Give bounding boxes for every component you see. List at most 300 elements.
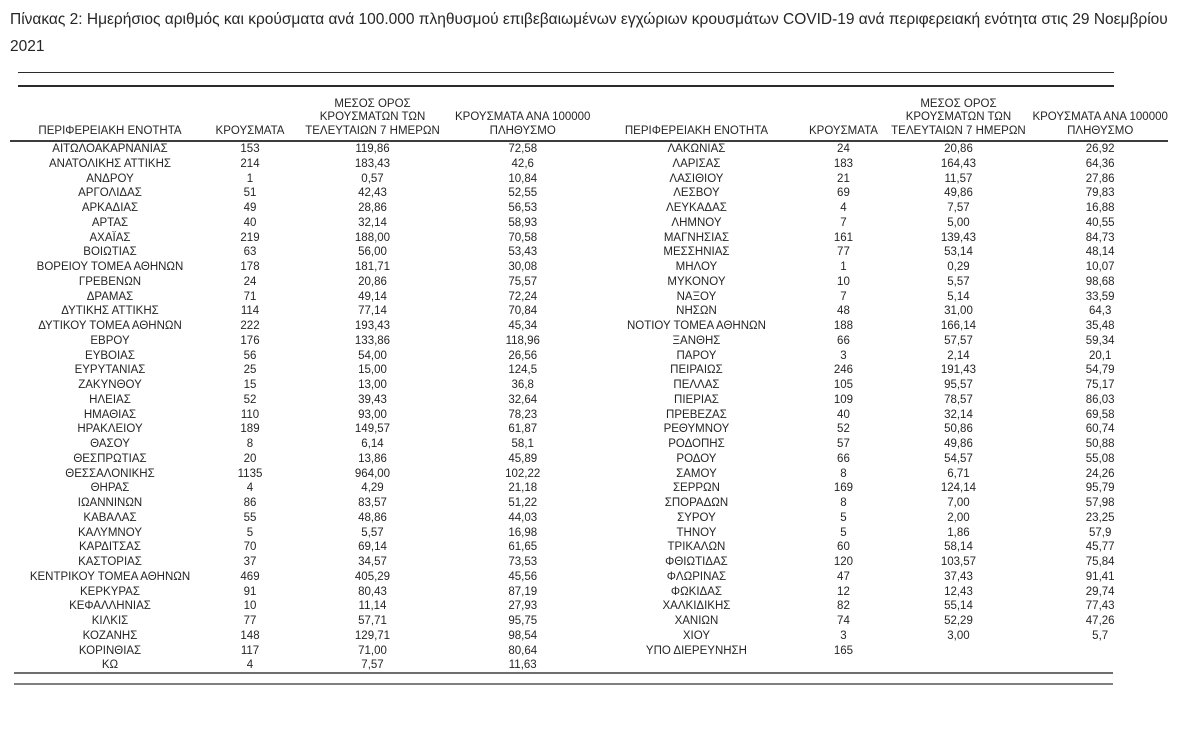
table-row (10, 275, 590, 290)
avg-7day-value: 103,57 (940, 556, 977, 568)
table-row (590, 157, 1167, 172)
avg-7day-value: 49,86 (944, 187, 973, 200)
region-name: ΗΜΑΘΙΑΣ (83, 408, 137, 421)
cases-value: 4 (246, 659, 254, 672)
table-row (590, 393, 1167, 408)
column-header-region: ΠΕΡΙΦΕΡΕΙΑΚΗ ΕΝΟΤΗΤΑ (10, 94, 210, 141)
table-row (590, 629, 1167, 644)
per-100k-value: 11,63 (508, 659, 537, 672)
table-body-left (10, 141, 590, 673)
avg-7day-value: 69,14 (358, 541, 387, 554)
per-100k-value: 47,26 (1085, 615, 1115, 627)
cases-value: 24 (243, 275, 257, 288)
region-name: ΔΥΤΙΚΟΥ ΤΟΜΕΑ ΑΘΗΝΩΝ (38, 320, 182, 332)
avg-7day-value: 149,57 (354, 423, 391, 436)
avg-7day-value: 37,43 (944, 570, 973, 583)
avg-7day-value: 55,14 (944, 600, 973, 613)
cases-value: 5 (246, 526, 254, 539)
cases-value: 37 (243, 556, 257, 568)
per-100k-value: 48,14 (1085, 246, 1115, 259)
avg-7day-value: 11,57 (944, 172, 973, 185)
avg-7day-value: 964,00 (354, 467, 391, 480)
per-100k-value: 5,7 (1092, 629, 1109, 642)
region-name: ΕΒΡΟΥ (90, 334, 130, 347)
per-100k-value: 64,36 (1085, 157, 1115, 170)
table-row (10, 481, 590, 496)
table-row (10, 393, 590, 408)
avg-7day-value: 50,86 (944, 423, 973, 436)
cases-value: 66 (837, 452, 850, 465)
table-row (10, 496, 590, 511)
avg-7day-value: 57,71 (358, 615, 387, 627)
avg-7day-value: 93,00 (358, 408, 387, 421)
per-100k-value: 57,9 (1088, 526, 1112, 539)
avg-7day-value: 28,86 (358, 202, 387, 214)
region-name: ΚΙΛΚΙΣ (91, 615, 129, 627)
avg-7day-value: 32,14 (944, 408, 973, 421)
table-row (10, 260, 590, 275)
table-row (590, 290, 1167, 305)
avg-7day-value: 5,57 (361, 526, 384, 539)
region-name: ΘΑΣΟΥ (90, 438, 130, 450)
per-100k-value: 21,18 (508, 482, 538, 495)
cases-value: 25 (243, 364, 257, 377)
region-name: ΘΗΡΑΣ (90, 482, 130, 495)
avg-7day-value: 129,71 (354, 629, 391, 642)
per-100k-value: 77,43 (1085, 600, 1115, 613)
table-row (10, 540, 590, 555)
header-per100k-line2: ΠΛΗΘΥΣΜΟ (1067, 124, 1134, 137)
per-100k-value: 54,79 (1085, 364, 1115, 377)
cases-value: 40 (837, 408, 850, 421)
avg-7day-value: 7,57 (361, 659, 384, 672)
cases-value: 246 (833, 364, 854, 377)
per-100k-value: 75,84 (1085, 556, 1115, 568)
region-name: ΣΑΜΟΥ (676, 467, 717, 480)
per-100k-value: 52,55 (508, 187, 538, 200)
cases-value: 165 (833, 644, 854, 657)
column-header-7day-average (884, 94, 1032, 141)
avg-7day-value: 77,14 (358, 305, 387, 318)
per-100k-value: 16,88 (1085, 202, 1115, 214)
avg-7day-value: 56,00 (358, 246, 387, 259)
table-row (10, 290, 590, 305)
avg-7day-value: 405,29 (354, 570, 391, 583)
region-name: ΚΕΦΑΛΛΗΝΙΑΣ (69, 600, 151, 613)
header-avg-line1: ΜΕΣΟΣ ΟΡΟΣ (334, 97, 411, 110)
table-row (590, 319, 1167, 334)
avg-7day-value: 191,43 (940, 364, 977, 377)
avg-7day-value: 53,14 (944, 246, 973, 259)
region-name: ΡΟΔΟΥ (676, 452, 717, 465)
per-100k-value: 26,56 (508, 349, 538, 362)
region-name: ΠΕΛΛΑΣ (673, 379, 720, 391)
table-row (590, 231, 1167, 246)
cases-value: 24 (837, 143, 850, 155)
avg-7day-value: 2,00 (947, 511, 970, 524)
region-name: ΑΝΔΡΟΥ (86, 172, 134, 185)
per-100k-value: 36,8 (511, 379, 534, 391)
region-name: ΚΟΡΙΝΘΙΑΣ (78, 644, 142, 657)
table-row (10, 437, 590, 452)
per-100k-value: 73,53 (508, 556, 538, 568)
region-name: ΤΗΝΟΥ (676, 526, 717, 539)
cases-value: 161 (833, 231, 854, 244)
cases-value: 55 (243, 511, 257, 524)
cases-value: 56 (243, 349, 257, 362)
avg-7day-value: 2,14 (947, 349, 970, 362)
regional-table-right (590, 94, 1167, 658)
table-row (10, 452, 590, 467)
table-row (590, 481, 1167, 496)
table-row (590, 260, 1167, 275)
region-name: ΒΟΙΩΤΙΑΣ (83, 246, 137, 259)
avg-7day-value: 49,14 (358, 290, 387, 303)
table-row (590, 599, 1167, 614)
per-100k-value: 75,17 (1085, 379, 1115, 391)
per-100k-value: 80,64 (508, 644, 538, 657)
per-100k-value: 16,98 (508, 526, 538, 539)
per-100k-value: 45,89 (508, 452, 538, 465)
avg-7day-value: 58,14 (944, 541, 973, 554)
column-header-per-100k (455, 94, 590, 141)
cases-value: 10 (243, 600, 257, 613)
table-row (10, 304, 590, 319)
table-row (10, 157, 590, 172)
avg-7day-value: 183,43 (354, 157, 391, 170)
per-100k-value: 26,92 (1085, 143, 1115, 155)
avg-7day-value: 34,57 (358, 556, 387, 568)
table-row (590, 275, 1167, 290)
table-body-right (590, 141, 1167, 658)
per-100k-value: 58,1 (511, 438, 534, 450)
region-name: ΧΑΝΙΩΝ (674, 615, 719, 627)
cases-value: 8 (840, 467, 847, 480)
avg-7day-value: 49,86 (944, 438, 973, 450)
avg-7day-value: 3,00 (947, 629, 970, 642)
per-100k-value: 44,03 (508, 511, 538, 524)
region-name: ΧΑΛΚΙΔΙΚΗΣ (662, 600, 731, 613)
cases-value: 52 (837, 423, 850, 436)
avg-7day-value: 166,14 (940, 320, 977, 332)
region-name: ΠΑΡΟΥ (676, 349, 717, 362)
cases-value: 74 (837, 615, 850, 627)
avg-7day-value: 52,29 (944, 615, 973, 627)
avg-7day-value: 133,86 (354, 334, 391, 347)
table-row (10, 201, 590, 216)
table-row (10, 378, 590, 393)
avg-7day-value: 1,86 (947, 526, 970, 539)
per-100k-value: 10,84 (508, 172, 538, 185)
per-100k-value (1032, 644, 1167, 659)
table-row (590, 245, 1167, 260)
table-row (10, 363, 590, 378)
avg-7day-value: 11,14 (358, 600, 387, 613)
per-100k-value: 53,43 (508, 246, 538, 259)
region-name: ΚΟΖΑΝΗΣ (82, 629, 138, 642)
per-100k-value: 10,07 (1085, 261, 1115, 273)
per-100k-value: 27,93 (508, 600, 538, 613)
cases-value: 169 (833, 482, 854, 495)
region-name: ΗΡΑΚΛΕΙΟΥ (77, 423, 143, 436)
avg-7day-value: 20,86 (944, 143, 973, 155)
region-name: ΛΗΜΝΟΥ (671, 216, 722, 229)
per-100k-value: 30,08 (508, 261, 538, 273)
per-100k-value: 124,5 (508, 364, 538, 377)
per-100k-value: 61,87 (508, 423, 538, 436)
region-name: ΘΕΣΣΑΛΟΝΙΚΗΣ (65, 467, 155, 480)
per-100k-value: 91,41 (1085, 570, 1115, 583)
column-header-cases: ΚΡΟΥΣΜΑΤΑ (802, 94, 884, 141)
per-100k-value: 40,55 (1085, 216, 1115, 229)
per-100k-value: 45,34 (508, 320, 538, 332)
table-row (590, 555, 1167, 570)
cases-value: 77 (243, 615, 257, 627)
table-row (590, 496, 1167, 511)
region-name: ΣΥΡΟΥ (677, 511, 716, 524)
per-100k-value: 51,22 (508, 497, 538, 509)
cases-value: 105 (833, 379, 854, 391)
region-name: ΠΡΕΒΕΖΑΣ (666, 408, 727, 421)
table-row (10, 658, 590, 673)
cases-value: 109 (833, 393, 854, 406)
region-name: ΑΝΑΤΟΛΙΚΗΣ ΑΤΤΙΚΗΣ (48, 157, 171, 170)
table-row (10, 408, 590, 423)
avg-7day-value: 54,00 (358, 349, 387, 362)
avg-7day-value: 5,14 (947, 290, 970, 303)
region-name: ΜΥΚΟΝΟΥ (667, 275, 726, 288)
per-100k-value: 60,74 (1085, 423, 1115, 436)
top-rule-thin (18, 72, 1114, 73)
cases-value: 10 (837, 275, 850, 288)
cases-value: 5 (840, 526, 847, 539)
column-header-per-100k (1032, 94, 1167, 141)
table-row (10, 422, 590, 437)
table-row (10, 585, 590, 600)
per-100k-value: 102,22 (505, 467, 541, 480)
region-name: ΣΕΡΡΩΝ (672, 482, 720, 495)
region-name: ΞΑΝΘΗΣ (672, 334, 721, 347)
table-row (590, 349, 1167, 364)
region-name: ΚΑΣΤΟΡΙΑΣ (78, 556, 142, 568)
cases-value: 214 (240, 157, 260, 170)
cases-value: 1 (840, 261, 847, 273)
table-row (10, 349, 590, 364)
region-name: ΧΙΟΥ (682, 629, 711, 642)
region-name: ΙΩΑΝΝΙΝΩΝ (77, 497, 143, 509)
cases-value: 63 (243, 246, 257, 259)
table-row (590, 141, 1167, 157)
avg-7day-value: 5,00 (947, 216, 970, 229)
header-avg-line3: ΤΕΛΕΥΤΑΙΩΝ 7 ΗΜΕΡΩΝ (305, 124, 440, 137)
header-avg-line1: ΜΕΣΟΣ ΟΡΟΣ (920, 97, 997, 110)
cases-value: 77 (837, 246, 850, 259)
per-100k-value: 27,86 (1085, 172, 1115, 185)
header-per100k-line1: ΚΡΟΥΣΜΑΤΑ ΑΝΑ 100000 (1032, 111, 1168, 123)
avg-7day-value: 71,00 (358, 644, 387, 657)
cases-value: 91 (243, 585, 257, 598)
per-100k-value: 98,68 (1085, 275, 1115, 288)
cases-value: 110 (240, 408, 260, 421)
per-100k-value: 78,23 (508, 408, 538, 421)
cases-value: 189 (240, 423, 260, 436)
region-name: ΜΕΣΣΗΝΙΑΣ (663, 246, 730, 259)
per-100k-value: 86,03 (1085, 393, 1115, 406)
cases-value: 60 (837, 541, 850, 554)
per-100k-value: 45,56 (508, 570, 538, 583)
region-name: ΚΑΛΥΜΝΟΥ (78, 526, 142, 539)
cases-value: 70 (243, 541, 257, 554)
per-100k-value: 20,1 (1088, 349, 1112, 362)
avg-7day-value: 7,00 (947, 497, 970, 509)
table-row (590, 304, 1167, 319)
table-row (10, 526, 590, 541)
region-name: ΛΕΥΚΑΔΑΣ (666, 202, 727, 214)
region-name: ΑΙΤΩΛΟΑΚΑΡΝΑΝΙΑΣ (52, 143, 168, 155)
cases-value: 49 (243, 202, 257, 214)
cases-value: 12 (837, 585, 850, 598)
table-row (10, 231, 590, 246)
region-name: ΑΡΓΟΛΙΔΑΣ (78, 187, 142, 200)
region-name: ΦΩΚΙΔΑΣ (670, 585, 722, 598)
cases-value: 176 (240, 334, 260, 347)
avg-7day-value: 54,57 (944, 452, 973, 465)
region-name: ΦΘΙΩΤΙΔΑΣ (665, 556, 728, 568)
table-row (590, 644, 1167, 659)
table-row (590, 408, 1167, 423)
region-name: ΜΑΓΝΗΣΙΑΣ (663, 231, 730, 244)
region-name: ΚΑΡΔΙΤΣΑΣ (79, 541, 141, 554)
table-row (590, 467, 1167, 482)
region-name: ΦΛΩΡΙΝΑΣ (666, 570, 727, 583)
per-100k-value: 70,84 (508, 305, 538, 318)
per-100k-value: 57,98 (1085, 497, 1115, 509)
cases-value: 117 (240, 644, 260, 657)
cases-value: 86 (243, 497, 257, 509)
cases-value: 153 (240, 143, 260, 155)
avg-7day-value: 39,43 (358, 393, 387, 406)
avg-7day-value: 32,14 (358, 216, 387, 229)
cases-value: 48 (837, 305, 850, 318)
cases-value: 7 (840, 216, 847, 229)
header-per100k-line1: ΚΡΟΥΣΜΑΤΑ ΑΝΑ 100000 (455, 111, 591, 123)
table-row (590, 570, 1167, 585)
per-100k-value: 72,58 (508, 143, 538, 155)
cases-value: 120 (833, 556, 854, 568)
table-row (10, 555, 590, 570)
per-100k-value: 33,59 (1085, 290, 1115, 303)
avg-7day-value: 78,57 (944, 393, 973, 406)
region-name: ΑΧΑΪΑΣ (89, 231, 131, 244)
table-row (590, 437, 1167, 452)
cases-value: 82 (837, 600, 850, 613)
avg-7day-value: 119,86 (355, 143, 390, 155)
cases-value: 57 (837, 438, 850, 450)
region-name: ΣΠΟΡΑΔΩΝ (664, 497, 729, 509)
per-100k-value: 72,24 (508, 290, 538, 303)
cases-value: 15 (243, 379, 257, 391)
avg-7day-value: 13,00 (358, 379, 387, 391)
region-name: ΤΡΙΚΑΛΩΝ (667, 541, 726, 554)
avg-7day-value: 12,43 (944, 585, 973, 598)
per-100k-value: 79,83 (1085, 187, 1115, 200)
region-name: ΒΟΡΕΙΟΥ ΤΟΜΕΑ ΑΘΗΝΩΝ (36, 261, 184, 273)
region-name: ΕΥΒΟΙΑΣ (85, 349, 135, 362)
region-name: ΗΛΕΙΑΣ (89, 393, 131, 406)
per-100k-value: 95,75 (508, 615, 538, 627)
cases-value: 5 (840, 511, 847, 524)
table-row (590, 511, 1167, 526)
region-name: ΥΠΟ ΔΙΕΡΕΥΝΗΣΗ (645, 644, 747, 657)
per-100k-value: 69,58 (1085, 408, 1115, 421)
table-row (590, 216, 1167, 231)
table-header-left (10, 94, 590, 141)
per-100k-value: 32,64 (508, 393, 538, 406)
table-row (10, 334, 590, 349)
table-row (10, 570, 590, 585)
avg-7day-value: 4,29 (361, 482, 384, 495)
region-name: ΠΕΙΡΑΙΩΣ (670, 364, 723, 377)
region-name: ΕΥΡΥΤΑΝΙΑΣ (74, 364, 146, 377)
table-row (10, 319, 590, 334)
column-header-7day-average (290, 94, 455, 141)
cases-value: 7 (840, 290, 847, 303)
table-row (590, 540, 1167, 555)
bottom-rule-thick (14, 672, 1113, 674)
top-rule-thick (18, 85, 1114, 87)
region-name: ΚΩ (101, 659, 119, 672)
cases-value: 4 (246, 482, 254, 495)
avg-7day-value: 95,57 (944, 379, 973, 391)
avg-7day-value: 15,00 (358, 364, 387, 377)
cases-value: 51 (243, 187, 257, 200)
region-name: ΝΑΞΟΥ (676, 290, 717, 303)
table-caption: Πίνακας 2: Ημερήσιος αριθμός και κρούσματα ανά 100.000 πληθυσμού επιβεβαιωμένων εγχώριων κρουσμάτων COVID-19 ανά περιφερειακή ενότητα στις 29 Νοεμβρίου 2021 (10, 11, 1168, 55)
cases-value: 21 (837, 172, 850, 185)
per-100k-value: 64,3 (1088, 305, 1112, 318)
region-name: ΚΕΝΤΡΙΚΟΥ ΤΟΜΕΑ ΑΘΗΝΩΝ (29, 570, 191, 583)
avg-7day-value: 42,43 (358, 187, 387, 200)
per-100k-value: 56,53 (508, 202, 538, 214)
cases-value: 47 (837, 570, 850, 583)
table-row (590, 614, 1167, 629)
per-100k-value: 118,96 (505, 334, 540, 347)
avg-7day-value: 164,43 (940, 157, 977, 170)
table-row (590, 422, 1167, 437)
table-row (10, 141, 590, 157)
per-100k-value: 50,88 (1085, 438, 1115, 450)
column-header-region: ΠΕΡΙΦΕΡΕΙΑΚΗ ΕΝΟΤΗΤΑ (590, 94, 802, 141)
header-avg-line2: ΚΡΟΥΣΜΑΤΩΝ ΤΩΝ (905, 111, 1012, 123)
cases-value: 52 (243, 393, 257, 406)
avg-7day-value: 20,86 (358, 275, 387, 288)
cases-value: 188 (833, 320, 854, 332)
avg-7day-value: 7,57 (947, 202, 970, 214)
avg-7day-value: 13,86 (358, 452, 387, 465)
per-100k-value: 98,54 (508, 629, 538, 642)
cases-value: 183 (833, 157, 854, 170)
table-row (10, 245, 590, 260)
cases-value: 222 (240, 320, 260, 332)
table-header-right (590, 94, 1167, 141)
avg-7day-value: 0,29 (947, 261, 970, 273)
region-name: ΔΥΤΙΚΗΣ ΑΤΤΙΚΗΣ (61, 305, 159, 318)
avg-7day-value: 83,57 (358, 497, 387, 509)
avg-7day-value: 6,14 (361, 438, 384, 450)
table-row (590, 526, 1167, 541)
regional-table-left (10, 94, 590, 673)
region-name: ΘΕΣΠΡΩΤΙΑΣ (73, 452, 147, 465)
